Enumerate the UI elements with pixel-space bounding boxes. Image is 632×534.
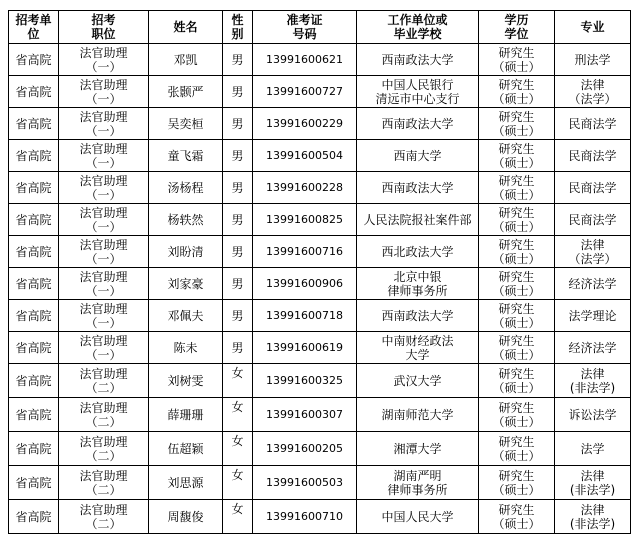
education-line: 研究生 [498,141,535,156]
cell-position [59,364,149,398]
cell-work-unit [357,204,479,236]
position-line: （一） [85,123,122,138]
major-line: 法学理论 [568,308,617,323]
header-unit [9,11,59,44]
table-row [9,398,631,432]
cell-name: 童飞霜 [149,140,223,172]
cell-sex: 女 [223,466,253,500]
cell-name: 陈未 [149,332,223,364]
work-unit-line: 北京中银 [393,269,442,284]
position-line: （一） [85,91,122,106]
cell-major [555,364,631,398]
education-line: （硕士） [492,315,541,330]
cell-education [479,204,555,236]
position-line: 法官助理 [79,366,128,381]
cell-position [59,108,149,140]
cell-education [479,432,555,466]
cell-position [59,76,149,108]
major-line: 法律 [580,77,605,92]
cell-sex: 男 [223,172,253,204]
cell-major [555,204,631,236]
cell-work-unit [357,364,479,398]
cell-unit: 省高院 [9,364,59,398]
cell-work-unit [357,76,479,108]
cell-position [59,204,149,236]
cell-name: 刘树雯 [149,364,223,398]
cell-education [479,140,555,172]
cell-exam-id: 13991600710 [253,500,357,534]
header-text: 招考 [91,13,116,27]
cell-name: 薛珊珊 [149,398,223,432]
cell-work-unit [357,44,479,76]
cell-education [479,300,555,332]
position-line: 法官助理 [79,333,128,348]
position-line: 法官助理 [79,468,128,483]
education-line: （硕士） [492,123,541,138]
cell-education [479,466,555,500]
cell-unit: 省高院 [9,300,59,332]
cell-position [59,300,149,332]
cell-unit: 省高院 [9,268,59,300]
cell-name: 刘思源 [149,466,223,500]
cell-position [59,398,149,432]
cell-name: 邓佩夫 [149,300,223,332]
cell-work-unit [357,398,479,432]
major-line: 法律 [580,468,605,483]
cell-major [555,398,631,432]
major-line: 刑法学 [574,52,611,67]
header-education [479,11,555,44]
position-line: （二） [85,448,122,463]
education-line: 研究生 [498,237,535,252]
cell-major [555,236,631,268]
cell-exam-id: 13991600307 [253,398,357,432]
work-unit-line: 律师事务所 [387,283,448,298]
cell-name: 刘盼清 [149,236,223,268]
work-unit-line: 律师事务所 [387,482,448,497]
education-line: （硕士） [492,283,541,298]
education-line: （硕士） [492,219,541,234]
position-line: （一） [85,283,122,298]
table-row [9,332,631,364]
cell-work-unit [357,466,479,500]
major-line: （法学） [568,251,617,266]
cell-major [555,44,631,76]
major-line: 民商法学 [568,148,617,163]
work-unit-line: 中国人民大学 [381,509,454,524]
position-line: 法官助理 [79,400,128,415]
position-line: （二） [85,482,122,497]
cell-sex: 女 [223,500,253,534]
header-text: 专业 [580,20,605,34]
position-line: （二） [85,414,122,429]
major-line: 法律 [580,237,605,252]
education-line: 研究生 [498,468,535,483]
cell-unit: 省高院 [9,44,59,76]
position-line: （二） [85,380,122,395]
major-line: (非法学) [569,380,616,395]
table-row [9,500,631,534]
cell-education [479,172,555,204]
header-name [149,11,223,44]
cell-major [555,300,631,332]
cell-major [555,76,631,108]
cell-exam-id: 13991600716 [253,236,357,268]
header-text: 别 [231,27,244,41]
cell-exam-id: 13991600229 [253,108,357,140]
position-line: 法官助理 [79,77,128,92]
header-text: 招考单 [15,13,52,27]
cell-name: 汤杨程 [149,172,223,204]
table-row [9,300,631,332]
cell-major [555,466,631,500]
header-text: 号码 [292,27,317,41]
header-sex [223,11,253,44]
cell-sex: 男 [223,236,253,268]
header-text: 学历 [504,13,529,27]
cell-exam-id: 13991600228 [253,172,357,204]
cell-name: 周馥俊 [149,500,223,534]
table-row [9,204,631,236]
cell-education [479,398,555,432]
cell-position [59,268,149,300]
table-row [9,76,631,108]
cell-unit: 省高院 [9,432,59,466]
cell-work-unit [357,300,479,332]
cell-sex: 女 [223,364,253,398]
cell-exam-id: 13991600503 [253,466,357,500]
major-line: 民商法学 [568,116,617,131]
major-line: 民商法学 [568,180,617,195]
major-line: 民商法学 [568,212,617,227]
position-line: （一） [85,155,122,170]
cell-unit: 省高院 [9,204,59,236]
table-row [9,140,631,172]
table-row [9,236,631,268]
position-line: 法官助理 [79,502,128,517]
cell-unit: 省高院 [9,500,59,534]
cell-sex: 男 [223,300,253,332]
cell-exam-id: 13991600825 [253,204,357,236]
header-text: 学位 [504,27,529,41]
education-line: 研究生 [498,77,535,92]
header-row [9,11,631,44]
education-line: 研究生 [498,45,535,60]
work-unit-line: 西南大学 [393,148,442,163]
cell-work-unit [357,108,479,140]
cell-major [555,108,631,140]
education-line: （硕士） [492,482,541,497]
work-unit-line: 湖南严明 [393,468,442,483]
cell-education [479,236,555,268]
cell-education [479,76,555,108]
education-line: 研究生 [498,205,535,220]
header-text: 位 [27,27,40,41]
cell-education [479,332,555,364]
position-line: 法官助理 [79,434,128,449]
header-position [59,11,149,44]
cell-unit: 省高院 [9,236,59,268]
cell-sex: 男 [223,108,253,140]
cell-work-unit [357,500,479,534]
cell-exam-id: 13991600205 [253,432,357,466]
header-work-unit [357,11,479,44]
major-line: (非法学) [569,482,616,497]
major-line: （法学） [568,91,617,106]
position-line: 法官助理 [79,237,128,252]
cell-education [479,268,555,300]
header-text: 准考证 [286,13,323,27]
education-line: 研究生 [498,434,535,449]
table-row [9,432,631,466]
cell-unit: 省高院 [9,398,59,432]
cell-sex: 男 [223,204,253,236]
cell-name: 伍超颖 [149,432,223,466]
cell-exam-id: 13991600504 [253,140,357,172]
cell-sex: 男 [223,44,253,76]
education-line: （硕士） [492,59,541,74]
cell-unit: 省高院 [9,140,59,172]
work-unit-line: 中国人民银行 [381,77,454,92]
table-row [9,268,631,300]
cell-work-unit [357,432,479,466]
work-unit-line: 西北政法大学 [381,244,454,259]
header-text: 工作单位或 [387,13,448,27]
cell-position [59,172,149,204]
work-unit-line: 武汉大学 [393,373,442,388]
cell-sex: 男 [223,332,253,364]
work-unit-line: 清远市中心支行 [375,91,460,106]
cell-education [479,364,555,398]
education-line: （硕士） [492,414,541,429]
cell-sex: 男 [223,268,253,300]
cell-position [59,500,149,534]
cell-education [479,44,555,76]
cell-major [555,332,631,364]
position-line: 法官助理 [79,141,128,156]
education-line: 研究生 [498,301,535,316]
major-line: (非法学) [569,516,616,531]
education-line: （硕士） [492,155,541,170]
position-line: （一） [85,219,122,234]
cell-work-unit [357,268,479,300]
work-unit-line: 人民法院报社案件部 [363,212,472,227]
cell-major [555,172,631,204]
position-line: （一） [85,251,122,266]
table-row [9,364,631,398]
major-line: 法律 [580,366,605,381]
position-line: 法官助理 [79,301,128,316]
major-line: 诉讼法学 [568,407,617,422]
education-line: 研究生 [498,269,535,284]
cell-work-unit [357,236,479,268]
position-line: （一） [85,315,122,330]
education-line: 研究生 [498,109,535,124]
major-line: 经济法学 [568,276,617,291]
cell-name: 邓凯 [149,44,223,76]
education-line: 研究生 [498,173,535,188]
cell-position [59,140,149,172]
cell-exam-id: 13991600727 [253,76,357,108]
cell-exam-id: 13991600325 [253,364,357,398]
header-text: 职位 [91,27,116,41]
cell-exam-id: 13991600621 [253,44,357,76]
table-row [9,466,631,500]
education-line: 研究生 [498,333,535,348]
major-line: 经济法学 [568,340,617,355]
cell-sex: 女 [223,398,253,432]
candidate-table [8,10,631,534]
work-unit-line: 中南财经政法 [381,333,454,348]
cell-major [555,268,631,300]
work-unit-line: 西南政法大学 [381,180,454,195]
cell-name: 杨轶然 [149,204,223,236]
work-unit-line: 西南政法大学 [381,52,454,67]
header-text: 毕业学校 [393,27,442,41]
cell-position [59,466,149,500]
work-unit-line: 湘潭大学 [393,441,442,456]
work-unit-line: 大学 [405,347,430,362]
work-unit-line: 西南政法大学 [381,116,454,131]
position-line: 法官助理 [79,173,128,188]
cell-exam-id: 13991600906 [253,268,357,300]
table-row [9,44,631,76]
education-line: （硕士） [492,91,541,106]
cell-position [59,236,149,268]
position-line: 法官助理 [79,269,128,284]
position-line: 法官助理 [79,109,128,124]
education-line: （硕士） [492,516,541,531]
table-row [9,172,631,204]
cell-unit: 省高院 [9,172,59,204]
position-line: （一） [85,59,122,74]
cell-name: 张颢严 [149,76,223,108]
position-line: 法官助理 [79,45,128,60]
cell-unit: 省高院 [9,108,59,140]
cell-position [59,44,149,76]
header-exam-id [253,11,357,44]
position-line: （一） [85,347,122,362]
education-line: （硕士） [492,347,541,362]
cell-position [59,432,149,466]
cell-exam-id: 13991600718 [253,300,357,332]
work-unit-line: 湖南师范大学 [381,407,454,422]
cell-education [479,108,555,140]
position-line: 法官助理 [79,205,128,220]
education-line: 研究生 [498,366,535,381]
cell-exam-id: 13991600619 [253,332,357,364]
cell-unit: 省高院 [9,332,59,364]
cell-major [555,432,631,466]
major-line: 法律 [580,502,605,517]
cell-unit: 省高院 [9,466,59,500]
header-text: 性 [231,13,244,27]
cell-sex: 女 [223,432,253,466]
cell-name: 刘家豪 [149,268,223,300]
cell-work-unit [357,140,479,172]
cell-unit: 省高院 [9,76,59,108]
education-line: （硕士） [492,187,541,202]
cell-major [555,140,631,172]
cell-name: 吴奕桓 [149,108,223,140]
cell-major [555,500,631,534]
major-line: 法学 [580,441,605,456]
cell-position [59,332,149,364]
education-line: （硕士） [492,448,541,463]
position-line: （二） [85,516,122,531]
table-row [9,108,631,140]
cell-sex: 男 [223,76,253,108]
education-line: 研究生 [498,502,535,517]
header-major [555,11,631,44]
cell-education [479,500,555,534]
cell-work-unit [357,172,479,204]
work-unit-line: 西南政法大学 [381,308,454,323]
position-line: （一） [85,187,122,202]
education-line: （硕士） [492,380,541,395]
education-line: （硕士） [492,251,541,266]
cell-work-unit [357,332,479,364]
header-text: 姓名 [173,20,198,34]
cell-sex: 男 [223,140,253,172]
education-line: 研究生 [498,400,535,415]
